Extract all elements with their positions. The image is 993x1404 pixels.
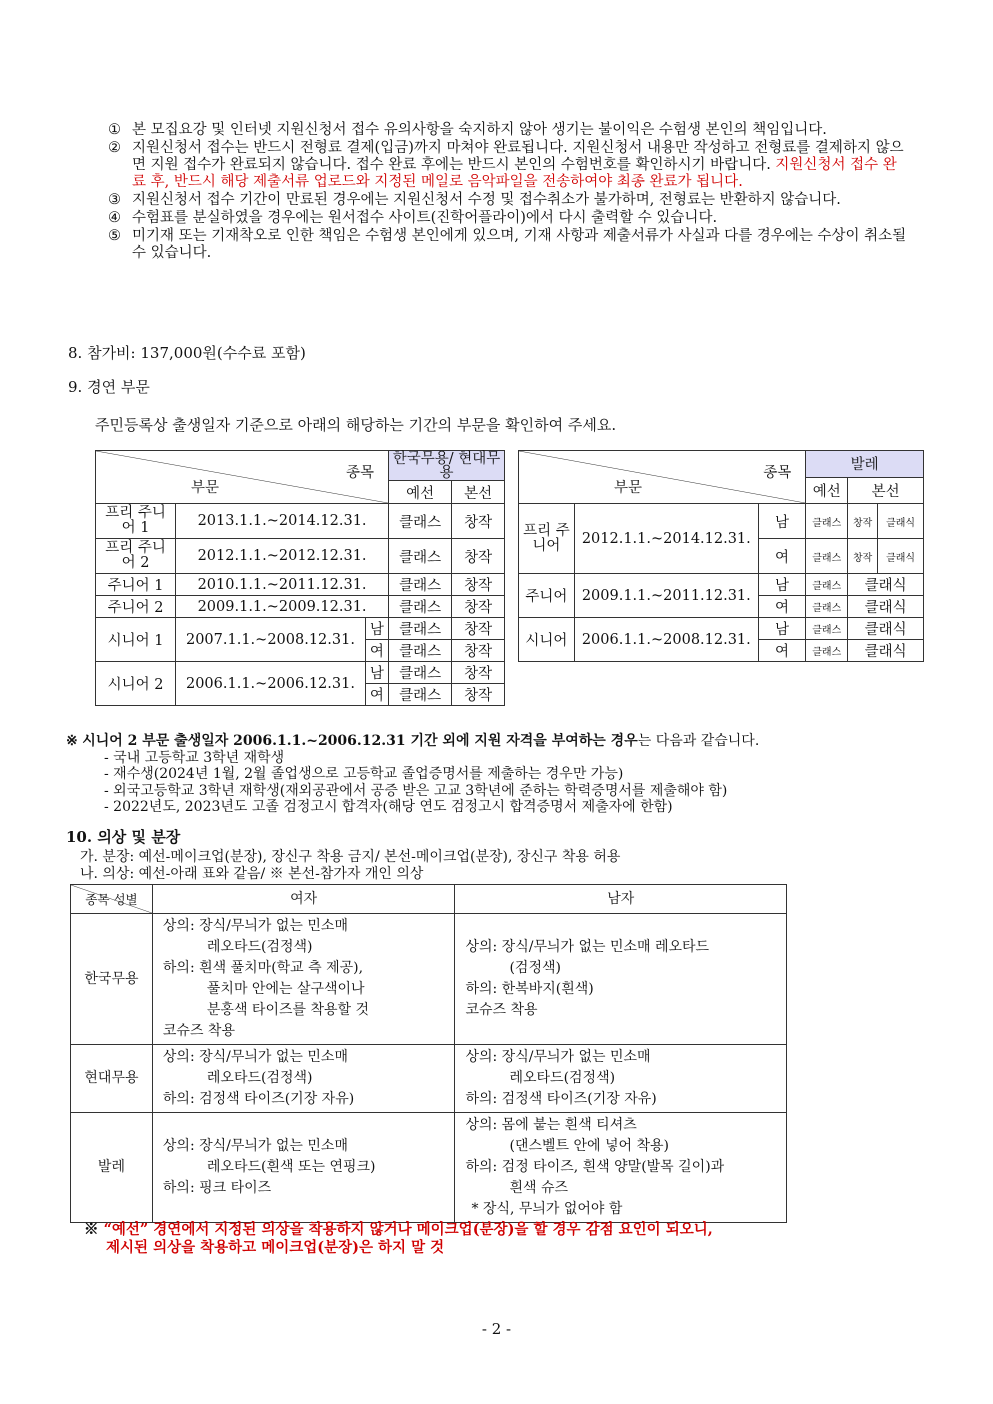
costume-outfit-rule: 나. 의상: 예선-아래 표와 같음/ ※ 본선-참가자 개인 의상 — [80, 866, 424, 882]
notice-list — [108, 122, 908, 263]
list-item: - 외국고등학교 3학년 재학생(재외공관에서 공증 받은 고교 3학년에 준하는 학력증명서를 제출해야 함) — [104, 782, 728, 799]
dance-division-table: 종목 부문 한국무용/ 현대무용 예선 본선 프리 주니어 1 2013.1.1.~2014.12.31. 클래스 창작 프리 주니어 2 2012.1.1.~2012.12.31. 클래스 창작 주니어 1 2010.1.1.~2011.12.31. 클래스 창작 주니어 2 2009.1.1.~2009.12.31. 클래스 창작 시니어 1 2007.1.1.~2008.12.31. 남 클래스 창작 여 클래스 창작 시니어 2 2006.1.1.~2006.12.31. 남 클래스 창작 여 클래스 창작 — [95, 450, 505, 706]
table-row: 여 클래스 클래식 — [519, 640, 924, 662]
costume-makeup-rule: 가. 분장: 예선-메이크업(분장), 장신구 착용 금지/ 본선-메이크업(분장), 장신구 착용 허용 — [80, 849, 621, 865]
table-row: 여 클래스 클래식 — [519, 596, 924, 618]
list-item: - 2022년도, 2023년도 고졸 검정고시 합격자(해당 연도 검정고시 합격증명서 제출자에 한함) — [104, 799, 673, 815]
table-row: 여 클래스 창작 클래식 — [519, 539, 924, 574]
table-row: 한국무용 상의: 장식/무늬가 없는 민소매 레오타드(검정색) 하의: 흰색 풀치마(학교 측 제공), 풀치마 안에는 살구색이나 분홍색 타이즈를 착용할 것 코슈즈 착용 상의: 장식/무늬가 없는 민소매 레오타드 (검정색) 하의: 한복바지(흰색) 코슈즈 착용 — [71, 914, 787, 1045]
ballet-division-table: 종목 부문 발레 예선 본선 프리 주니어 2012.1.1.~2014.12.31. 남 클래스 창작 클래식 여 클래스 창작 클래식 주니어 2009.1.1.~2011.12.31. 남 클래스 클래식 여 클래스 클래식 시니어 2006.1.1.~2008.12.31. 남 클래스 클래식 여 클래스 클래식 — [518, 450, 924, 662]
division-desc: 주민등록상 출생일자 기준으로 아래의 해당하는 기간의 부문을 확인하여 주세요. — [95, 416, 617, 434]
list-item: - 국내 고등학교 3학년 재학생 — [104, 749, 285, 766]
table-row: 시니어 2 2006.1.1.~2006.12.31. 남 클래스 창작 — [96, 662, 505, 684]
table-row: 현대무용 상의: 장식/무늬가 없는 민소매 레오타드(검정색) 하의: 검정색 타이즈(기장 자유) 상의: 장식/무늬가 없는 민소매 레오타드(검정색) 하의: 검정색 타이즈(기장 자유) — [71, 1045, 787, 1113]
notice-item-2: ② 지원신청서 접수는 반드시 전형료 결제(입금)까지 마쳐야 완료됩니다. 지원신청서 내용만 작성하고 전형료를 결제하지 않으면 지원 접수가 완료되지 않습니다. 접수 완료 후에는 반드시 본인의 수험번호를 확인하시기 바랍니다. 지원신청서 접수 완료 후, 반드시 해당 제출서류 업로드와 지정된 메일로 음악파일을 전송하여야 최종 완료가 됩니다. — [108, 140, 904, 190]
table-row: 프리 주니어 2012.1.1.~2014.12.31. 남 클래스 창작 클래식 — [519, 504, 924, 539]
page-number: - 2 - — [481, 1320, 512, 1338]
table-row: 프리 주니어 1 2013.1.1.~2014.12.31. 클래스 창작 — [96, 504, 505, 539]
costume-table: 종목 성별 여자 남자 한국무용 상의: 장식/무늬가 없는 민소매 레오타드(검정색) 하의: 흰색 풀치마(학교 측 제공), 풀치마 안에는 살구색이나 분홍색 타이즈를 착용할 것 코슈즈 착용 상의: 장식/무늬가 없는 민소매 레오타드 (검정색) 하의: 한복바지(흰색) 코슈즈 착용 현대무용 상의: 장식/무늬가 없는 민소매 레오타드(검정색) 하의: 검정색 타이즈(기장 자유) 상의: 장식/무늬가 없는 민소매 레오타드(검정색) 하의: 검정색 타이즈(기장 자유) 발레 상의: 장식/무늬가 없는 민소매 레오타드(흰색 또는 연핑크) 하의: 핑크 타이즈 상의: 몸에 붙는 흰색 티셔츠 (댄스벨트 안에 넣어 착용) 하의: 검정 타이즈, 흰색 양말(발목 길이)과 흰색 슈즈 * 장식, 무늬가 없어야 함 — [70, 884, 787, 1223]
table-row: 주니어 2009.1.1.~2011.12.31. 남 클래스 클래식 — [519, 574, 924, 596]
table-row: 시니어 2006.1.1.~2008.12.31. 남 클래스 클래식 — [519, 618, 924, 640]
costume-warning: ※ “예선” 경연에서 지정된 의상을 착용하지 않거나 메이크업(분장)을 할 경우 감점 요인이 되오니, 제시된 의상을 착용하고 메이크업(분장)은 하지 말 것 — [84, 1221, 713, 1256]
table-row: 프리 주니어 2 2012.1.1.~2012.12.31. 클래스 창작 — [96, 539, 505, 574]
table-corner-header: 종목 부문 — [519, 451, 806, 504]
costume-title: 10. 의상 및 분장 — [66, 828, 181, 846]
list-item: - 재수생(2024년 1월, 2월 졸업생으로 고등학교 졸업증명서를 제출하는 경우만 가능) — [104, 766, 624, 782]
table-corner-header: 종목 부문 — [96, 451, 389, 504]
table-row: 주니어 1 2010.1.1.~2011.12.31. 클래스 창작 — [96, 574, 505, 596]
table-row: 주니어 2 2009.1.1.~2009.12.31. 클래스 창작 — [96, 596, 505, 618]
table-row: 시니어 1 2007.1.1.~2008.12.31. 남 클래스 창작 — [96, 618, 505, 640]
table-corner-header: 종목 성별 — [71, 885, 153, 914]
notice-item-4: ④ 수험표를 분실하였을 경우에는 원서접수 사이트(진학어플라이)에서 다시 출력할 수 있습니다. — [108, 210, 718, 226]
table-row: 여 클래스 창작 — [96, 640, 505, 662]
notice-red-text: 지원신청서 접수 완료 후, 반드시 해당 제출서류 업로드와 지정된 메일로 음악파일을 전송하여야 최종 완료가 됩니다. — [132, 157, 897, 190]
table-row: 발레 상의: 장식/무늬가 없는 민소매 레오타드(흰색 또는 연핑크) 하의: 핑크 타이즈 상의: 몸에 붙는 흰색 티셔츠 (댄스벨트 안에 넣어 착용) 하의: 검정 타이즈, 흰색 양말(발목 길이)과 흰색 슈즈 * 장식, 무늬가 없어야 함 — [71, 1113, 787, 1223]
table-row: 여 클래스 창작 — [96, 684, 505, 706]
fee-line: 8. 참가비: 137,000원(수수료 포함) — [68, 344, 306, 362]
division-title: 9. 경연 부문 — [68, 378, 150, 396]
notice-item-3: ③ 지원신청서 접수 기간이 만료된 경우에는 지원신청서 수정 및 접수취소가 불가하며, 전형료는 반환하지 않습니다. — [108, 192, 841, 208]
notice-item-1: ① 본 모집요강 및 인터넷 지원신청서 접수 유의사항을 숙지하지 않아 생기는 불이익은 수험생 본인의 책임입니다. — [108, 122, 827, 138]
senior-eligibility-note: ※ 시니어 2 부문 출생일자 2006.1.1.~2006.12.31 기간 외에 지원 자격을 부여하는 경우는 다음과 같습니다. - 국내 고등학교 3학년 재학생 - 재수생(2024년 1월, 2월 졸업생으로 고등학교 졸업증명서를 제출하는 경우만 가능) - 외국고등학교 3학년 재학생(재외공관에서 공증 받은 고교 3학년에 준하는 학력증명서를 제출해야 함) - 2022년도, 2023년도 고졸 검정고시 합격자(해당 연도 검정고시 합격증명서 제출자에 한함) — [66, 733, 946, 816]
notice-item-5: ⑤ 미기재 또는 기재착오로 인한 책임은 수험생 본인에게 있으며, 기재 사항과 제출서류가 사실과 다를 경우에는 수상이 취소될 수 있습니다. — [108, 228, 907, 261]
